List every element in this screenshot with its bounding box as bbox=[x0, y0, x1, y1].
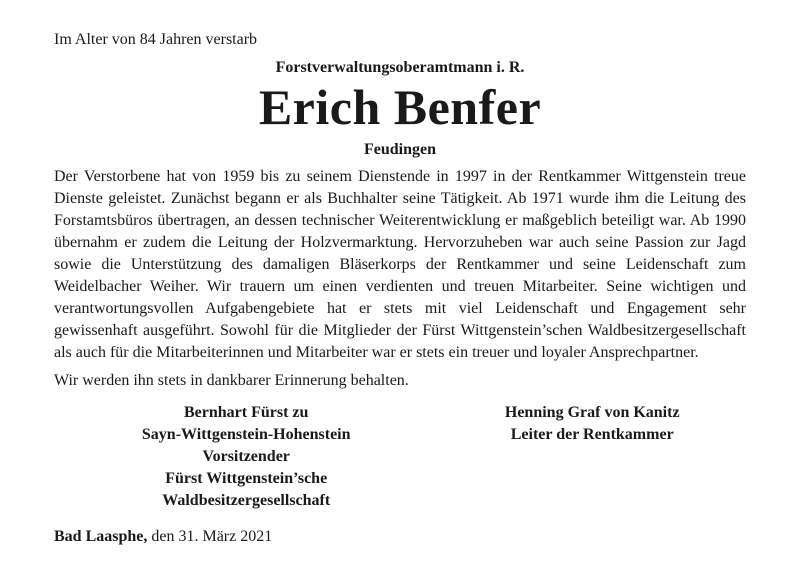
deceased-name: Erich Benfer bbox=[258, 79, 542, 135]
signature-left-line: Sayn-Wittgenstein-Hohenstein bbox=[141, 426, 351, 443]
signatures bbox=[54, 402, 746, 512]
signature-left-line: Fürst Wittgenstein’sche bbox=[165, 470, 328, 487]
occupation-title: Forstverwaltungsoberamtmann i. R. bbox=[275, 59, 525, 76]
signature-left-line: Waldbesitzergesellschaft bbox=[162, 492, 331, 509]
place-date-line bbox=[54, 526, 746, 548]
signature-right-line: Henning Graf von Kanitz bbox=[504, 404, 680, 421]
intro-line: Im Alter von 84 Jahren verstarb bbox=[54, 31, 258, 48]
footer-date: den 31. März 2021 bbox=[151, 528, 273, 545]
tribute-text: Der Verstorbene hat von 1959 bis zu seinem Dienstende in 1997 in der Rentkammer Wittgenstein treue Dienste geleistet. Zunächst begann er als Buchhalter seine Tätigkeit. Ab 1971 wurde ihm die Leitung des Forstamtsbüros übertragen, an dessen technischer Weiterentwicklung er maßgeblich beteiligt war. Ab 1990 übernahm er zudem die Leitung der Holzvermarktung. Hervorzuheben war auch seine Passion zur Jagd sowie die Unterstützung des damaligen Bläserkorps der Rentkammer und seine Leidenschaft zum Weidelbacher Weiher. Wir trauern um einen verdienten und treuen Mitarbeiter. Seine wichtigen und verantwortungsvollen Aufgabengebiete hat er stets mit viel Leidenschaft und Engagement sehr gewissenhaft ausgeführt. Sowohl für die Mitglieder der Fürst Wittgenstein’schen Waldbesitzergesellschaft als auch für die Mitarbeiterinnen und Mitarbeiter war er stets ein treuer und loyaler Ansprechpartner. bbox=[54, 168, 746, 361]
signature-left-line: Bernhart Fürst zu bbox=[184, 404, 309, 421]
signature-left bbox=[54, 402, 438, 512]
footer-city: Bad Laasphe, bbox=[54, 528, 148, 545]
closing-line: Wir werden ihn stets in dankbarer Erinnerung behalten. bbox=[54, 372, 409, 389]
signature-left-line: Vorsitzender bbox=[202, 448, 290, 465]
signature-right-line: Leiter der Rentkammer bbox=[510, 426, 674, 443]
hometown: Feudingen bbox=[363, 141, 436, 158]
signature-right bbox=[438, 402, 746, 512]
